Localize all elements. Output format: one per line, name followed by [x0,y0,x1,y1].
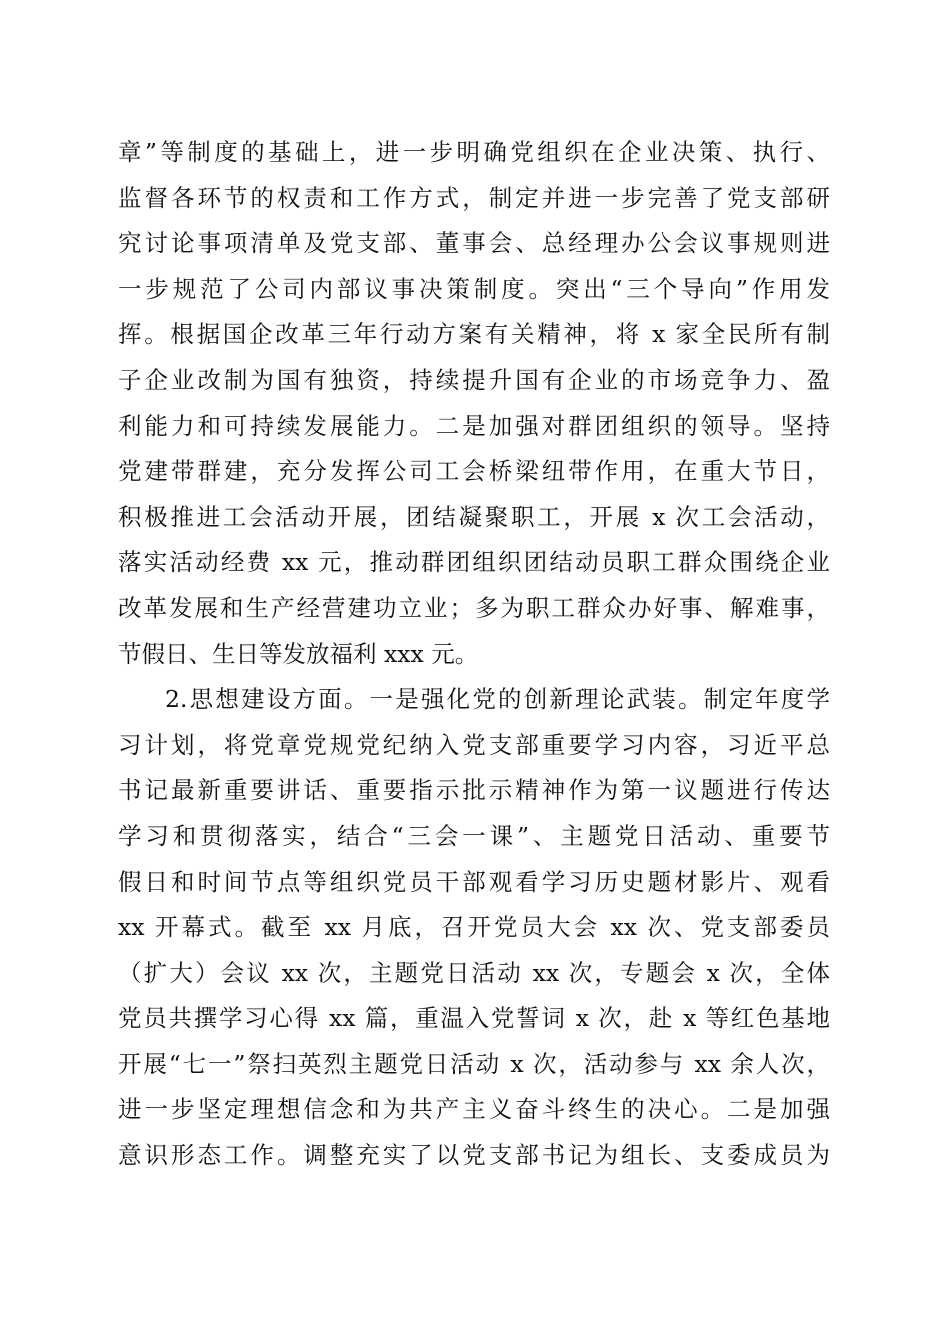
text-line: 子企业改制为国有独资，持续提升国有企业的市场竞争力、盈 [118,365,830,394]
text-line: 章”等制度的基础上，进一步明确党组织在企业决策、执行、 [118,138,830,166]
text-line: 假日和时间节点等组织党员干部观看学习历史题材影片、观看 [118,867,830,896]
text-line: 意识形态工作。调整充实了以党支部书记为组长、支委成员为 [118,1141,830,1170]
text-line: 进一步坚定理想信念和为共产主义奋斗终生的决心。二是加强 [118,1095,830,1124]
paragraph-end-line: 节假日、生日等发放福利 xxx 元。 [118,639,479,668]
text-line: 开展“七一”祭扫英烈主题党日活动 x 次，活动参与 xx 余人次， [118,1049,830,1078]
text-line: xx 开幕式。截至 xx 月底，召开党员大会 xx 次、党支部委员 [118,913,830,942]
text-line: 一步规范了公司内部议事决策制度。突出“三个导向”作用发 [118,274,830,303]
text-line: 党员共撰学习心得 xx 篇，重温入党誓词 x 次，赴 x 等红色基地 [118,1004,830,1033]
text-line: （扩大）会议 xx 次，主题党日活动 xx 次，专题会 x 次，全体 [118,958,830,987]
text-line: 习计划，将党章党规党纪纳入党支部重要学习内容，习近平总 [118,730,830,759]
text-line: 学习和贯彻落实，结合“三会一课”、主题党日活动、重要节 [118,821,830,850]
text-line: 改革发展和生产经营建功立业；多为职工群众办好事、解难事， [118,593,830,622]
text-line: 书记最新重要讲话、重要指示批示精神作为第一议题进行传达 [118,776,830,805]
text-line: 党建带群建，充分发挥公司工会桥梁纽带作用，在重大节日， [118,457,830,486]
body-text [118,130,830,1179]
text-line: 究讨论事项清单及党支部、董事会、总经理办公会议事规则进 [118,229,830,258]
text-line: 监督各环节的权责和工作方式，制定并进一步完善了党支部研 [118,183,830,212]
text-line: 利能力和可持续发展能力。二是加强对群团组织的领导。坚持 [118,411,830,440]
section-heading-line: 2.思想建设方面。一是强化党的创新理论武装。制定年度学 [165,685,830,714]
text-line: 落实活动经费 xx 元，推动群团组织团结动员职工群众围绕企业 [118,548,830,577]
text-line: 积极推进工会活动开展，团结凝聚职工，开展 x 次工会活动， [118,502,830,531]
text-line: 挥。根据国企改革三年行动方案有关精神，将 x 家全民所有制 [118,320,830,349]
